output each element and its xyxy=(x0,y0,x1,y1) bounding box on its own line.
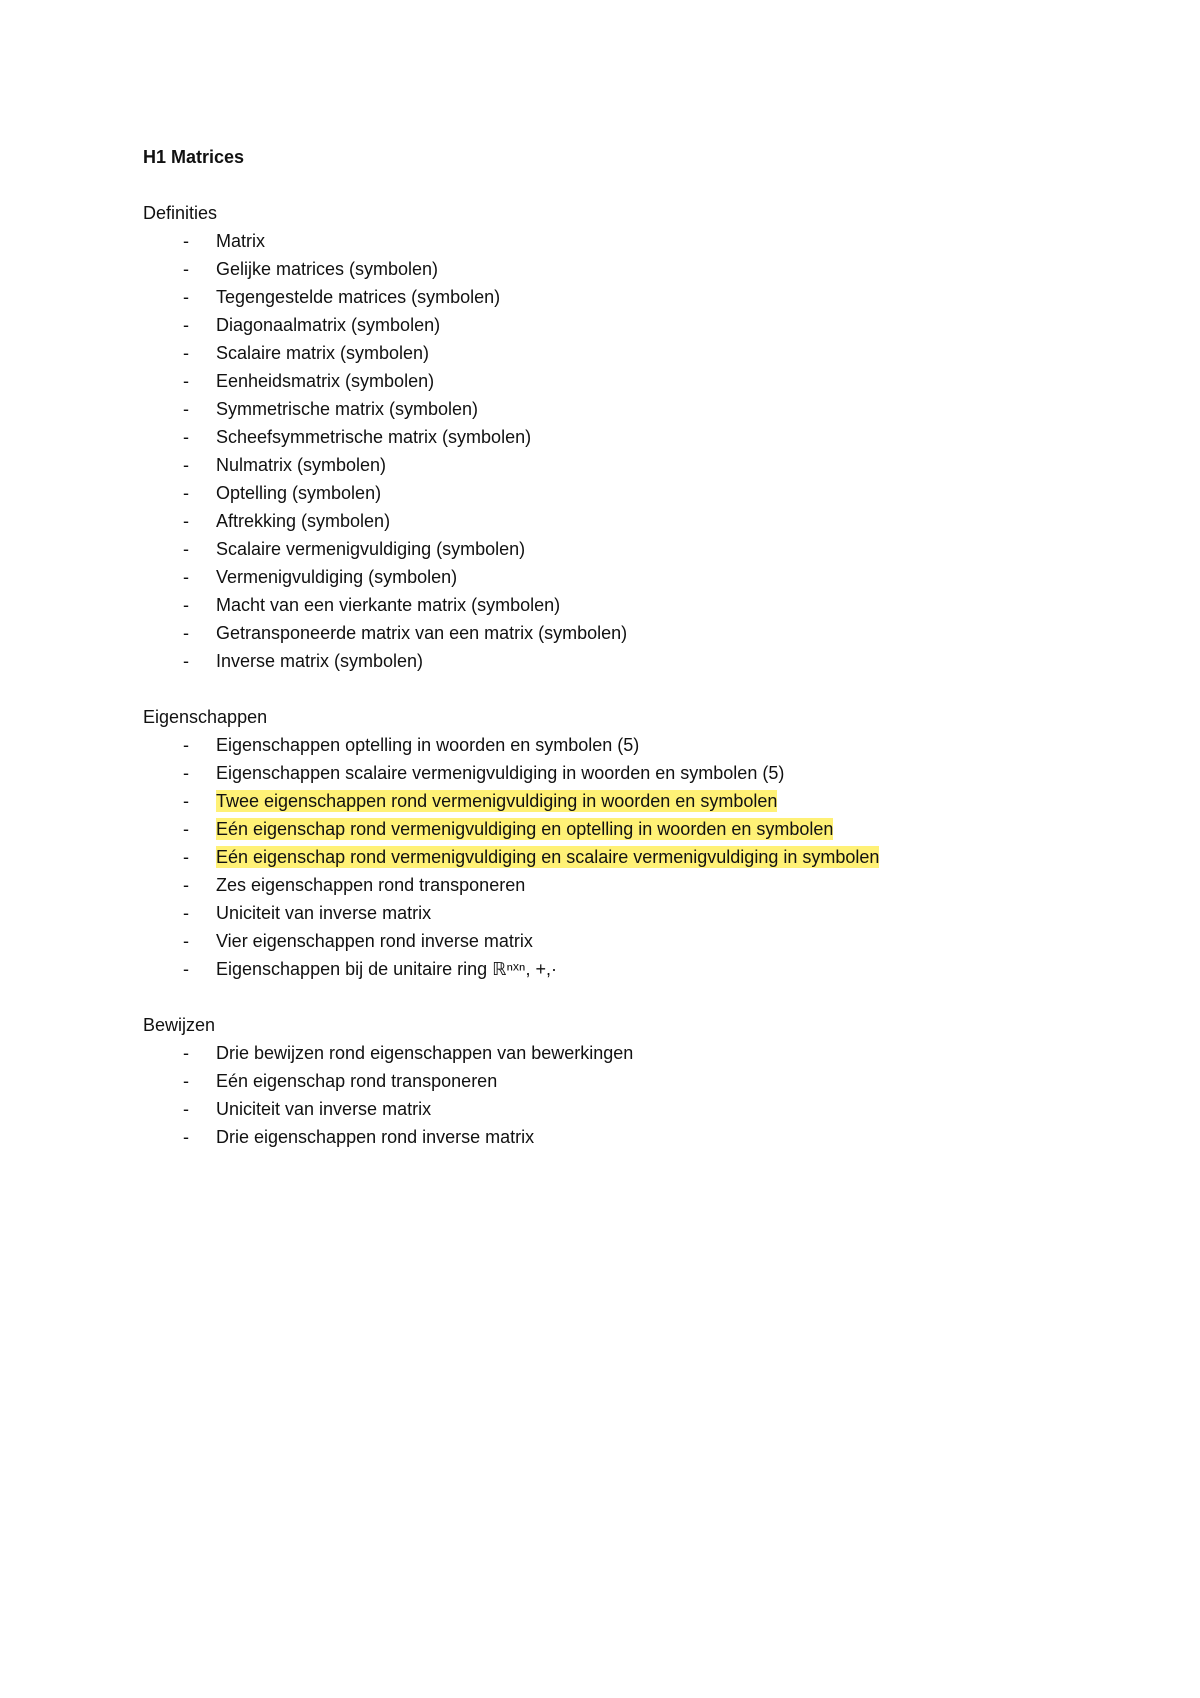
list-item xyxy=(143,423,1103,451)
dash-bullet-icon: - xyxy=(183,1071,189,1091)
list-item xyxy=(143,507,1103,535)
list-item-text: Eén eigenschap rond vermenigvuldiging en scalaire vermenigvuldiging in symbolen xyxy=(216,847,880,867)
list-item xyxy=(143,1067,1103,1095)
dash-bullet-icon: - xyxy=(183,931,189,951)
list-item xyxy=(143,255,1103,283)
dash-bullet-icon: - xyxy=(183,511,189,531)
dash-bullet-icon: - xyxy=(183,371,189,391)
list-item-text: Vermenigvuldiging (symbolen) xyxy=(216,567,458,587)
dash-bullet-icon: - xyxy=(183,259,189,279)
list-item xyxy=(143,927,1103,955)
list-item xyxy=(143,1123,1103,1151)
list-item xyxy=(143,619,1103,647)
dash-bullet-icon: - xyxy=(183,287,189,307)
list-item xyxy=(143,395,1103,423)
dash-bullet-icon: - xyxy=(183,1099,189,1119)
list-item xyxy=(143,815,1103,843)
list-item xyxy=(143,871,1103,899)
bullet-list xyxy=(143,731,1103,983)
dash-bullet-icon: - xyxy=(183,539,189,559)
dash-bullet-icon: - xyxy=(183,763,189,783)
dash-bullet-icon: - xyxy=(183,567,189,587)
list-item-text: Optelling (symbolen) xyxy=(216,483,382,503)
dash-bullet-icon: - xyxy=(183,875,189,895)
list-item-text: Macht van een vierkante matrix (symbolen) xyxy=(216,595,561,615)
dash-bullet-icon: - xyxy=(183,735,189,755)
dash-bullet-icon: - xyxy=(183,847,189,867)
list-item-text: Twee eigenschappen rond vermenigvuldiging in woorden en symbolen xyxy=(216,791,778,811)
list-item xyxy=(143,843,1103,871)
list-item xyxy=(143,227,1103,255)
list-item-text: Uniciteit van inverse matrix xyxy=(216,903,432,923)
section-heading: Definities xyxy=(143,203,218,223)
list-item xyxy=(143,899,1103,927)
list-item xyxy=(143,535,1103,563)
dash-bullet-icon: - xyxy=(183,903,189,923)
list-item-text: Drie bewijzen rond eigenschappen van bewerkingen xyxy=(216,1043,634,1063)
list-item xyxy=(143,955,1103,983)
list-item-text: Matrix xyxy=(216,231,265,251)
list-item-text: Tegengestelde matrices (symbolen) xyxy=(216,287,501,307)
section-heading: Eigenschappen xyxy=(143,707,268,727)
list-item xyxy=(143,451,1103,479)
section-eigenschappen xyxy=(143,703,1103,983)
list-item xyxy=(143,339,1103,367)
list-item-text: Nulmatrix (symbolen) xyxy=(216,455,387,475)
list-item xyxy=(143,591,1103,619)
list-item xyxy=(143,563,1103,591)
dash-bullet-icon: - xyxy=(183,651,189,671)
list-item-text: Gelijke matrices (symbolen) xyxy=(216,259,439,279)
section-bewijzen xyxy=(143,1011,1103,1151)
bullet-list xyxy=(143,1039,1103,1151)
list-item-text: Drie eigenschappen rond inverse matrix xyxy=(216,1127,535,1147)
list-item xyxy=(143,283,1103,311)
list-item-text: Scalaire vermenigvuldiging (symbolen) xyxy=(216,539,526,559)
list-item-text: Eigenschappen bij de unitaire ring ℝⁿˣⁿ, +,· xyxy=(216,959,557,979)
list-item-text: Scheefsymmetrische matrix (symbolen) xyxy=(216,427,532,447)
list-item-text: Eigenschappen optelling in woorden en symbolen (5) xyxy=(216,735,640,755)
list-item xyxy=(143,479,1103,507)
page-title: H1 Matrices xyxy=(143,147,245,167)
dash-bullet-icon: - xyxy=(183,819,189,839)
list-item-text: Vier eigenschappen rond inverse matrix xyxy=(216,931,533,951)
dash-bullet-icon: - xyxy=(183,427,189,447)
dash-bullet-icon: - xyxy=(183,455,189,475)
dash-bullet-icon: - xyxy=(183,791,189,811)
section-definities xyxy=(143,199,1103,675)
list-item-text: Zes eigenschappen rond transponeren xyxy=(216,875,526,895)
list-item-text: Uniciteit van inverse matrix xyxy=(216,1099,432,1119)
dash-bullet-icon: - xyxy=(183,315,189,335)
dash-bullet-icon: - xyxy=(183,959,189,979)
list-item-text: Eigenschappen scalaire vermenigvuldiging in woorden en symbolen (5) xyxy=(216,763,785,783)
document-content xyxy=(143,143,1103,1151)
dash-bullet-icon: - xyxy=(183,399,189,419)
list-item xyxy=(143,731,1103,759)
list-item xyxy=(143,311,1103,339)
list-item xyxy=(143,1039,1103,1067)
dash-bullet-icon: - xyxy=(183,231,189,251)
dash-bullet-icon: - xyxy=(183,1127,189,1147)
list-item-text: Eén eigenschap rond transponeren xyxy=(216,1071,498,1091)
section-heading: Bewijzen xyxy=(143,1015,216,1035)
dash-bullet-icon: - xyxy=(183,483,189,503)
list-item-text: Scalaire matrix (symbolen) xyxy=(216,343,430,363)
list-item xyxy=(143,759,1103,787)
dash-bullet-icon: - xyxy=(183,343,189,363)
dash-bullet-icon: - xyxy=(183,595,189,615)
list-item xyxy=(143,647,1103,675)
bullet-list xyxy=(143,227,1103,675)
list-item-text: Eenheidsmatrix (symbolen) xyxy=(216,371,435,391)
list-item xyxy=(143,1095,1103,1123)
list-item xyxy=(143,787,1103,815)
list-item-text: Symmetrische matrix (symbolen) xyxy=(216,399,479,419)
list-item-text: Aftrekking (symbolen) xyxy=(216,511,391,531)
sections-container xyxy=(143,199,1103,1151)
list-item-text: Inverse matrix (symbolen) xyxy=(216,651,424,671)
list-item-text: Eén eigenschap rond vermenigvuldiging en optelling in woorden en symbolen xyxy=(216,819,834,839)
list-item xyxy=(143,367,1103,395)
dash-bullet-icon: - xyxy=(183,623,189,643)
list-item-text: Getransponeerde matrix van een matrix (symbolen) xyxy=(216,623,628,643)
list-item-text: Diagonaalmatrix (symbolen) xyxy=(216,315,441,335)
dash-bullet-icon: - xyxy=(183,1043,189,1063)
